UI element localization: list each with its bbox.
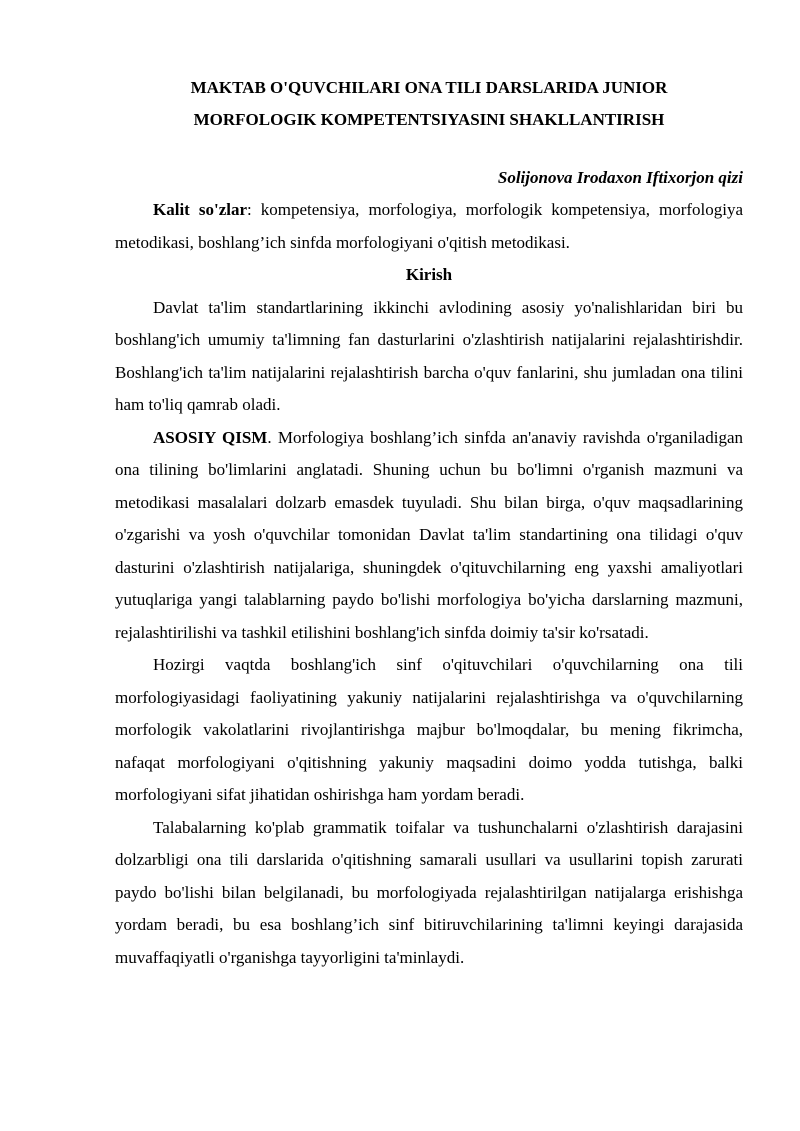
document-page	[115, 72, 743, 974]
paper-title-line-2: MORFOLOGIK KOMPETENTSIYASINI SHAKLLANTIRISH	[193, 110, 665, 129]
keywords-paragraph	[115, 194, 743, 259]
main-paragraph-1	[115, 422, 743, 650]
main-paragraph-2: Hozirgi vaqtda boshlang'ich sinf o'qituvchilari o'quvchilarning ona tili morfologiyasidagi faoliyatining yakuniy natijalarini rejalashtirishga va o'quvchilarning morfologik vakolatlarini rivojlantirishga majbur bo'lmoqdalar, bu mening fikrimcha, nafaqat morfologiyani o'qitishning yakuniy maqsadini doimo yodda tutishga, balki morfologiyani sifat jihatidan oshirishga ham yordam beradi.	[115, 655, 743, 804]
section-heading-intro: Kirish	[405, 265, 453, 284]
keywords-label: Kalit so'zlar	[153, 200, 248, 219]
main-section-label: ASOSIY QISM	[153, 427, 268, 447]
paper-title-line-1: MAKTAB O'QUVCHILARI ONA TILI DARSLARIDA JUNIOR	[190, 78, 668, 97]
author-name: Solijonova Irodaxon Iftixorjon qizi	[497, 168, 743, 187]
keywords-text: : kompetensiya, morfologiya, morfologik kompetensiya, morfologiya metodikasi, boshlang’ich sinfda morfologiyani o'qitish metodikasi.	[115, 200, 744, 252]
paper-title	[115, 72, 743, 136]
main-paragraph-1-text: . Morfologiya boshlang’ich sinfda an'anaviy ravishda o'rganiladigan ona tilining bo'limlarini anglatadi. Shuning uchun bu bo'limni o'rganish mazmuni va metodikasi masalalari dolzarb emasdek tuyuladi. Shu bilan birga, o'quv maqsadlarining o'zgarishi va yosh o'quvchilar tomonidan Davlat ta'lim standartining ona tilidagi o'quv dasturini o'zlashtirish natijalariga, shuningdek o'qituvchilarning eng yaxshi amaliyotlari yutuqlariga yangi talablarning paydo bo'lishi morfologiya bo'yicha darslarning mazmuni, rejalashtirilishi va tashkil etilishini boshlang'ich sinfda doimiy ta'sir ko'rsatadi.	[115, 427, 743, 642]
intro-paragraph: Davlat ta'lim standartlarining ikkinchi avlodining asosiy yo'nalishlaridan biri bu boshlang'ich umumiy ta'limning fan dasturlarini o'zlashtirish natijalarini rejalashtirishdir. Boshlang'ich ta'lim natijalarini rejalashtirish barcha o'quv fanlarini, shu jumladan ona tilini ham to'liq qamrab oladi.	[115, 297, 743, 414]
main-paragraph-3: Talabalarning ko'plab grammatik toifalar va tushunchalarni o'zlashtirish darajasini dolzarbligi ona tili darslarida o'qitishning samarali usullari va usullarini topish zarurati paydo bo'lishi bilan belgilanadi, bu morfologiyada rejalashtirilgan natijalarga erishishga yordam beradi, bu esa boshlang’ich sinf bitiruvchilarining ta'limni keyingi darajasida muvaffaqiyatli o'rganishga tayyorligini ta'minlaydi.	[115, 817, 743, 967]
